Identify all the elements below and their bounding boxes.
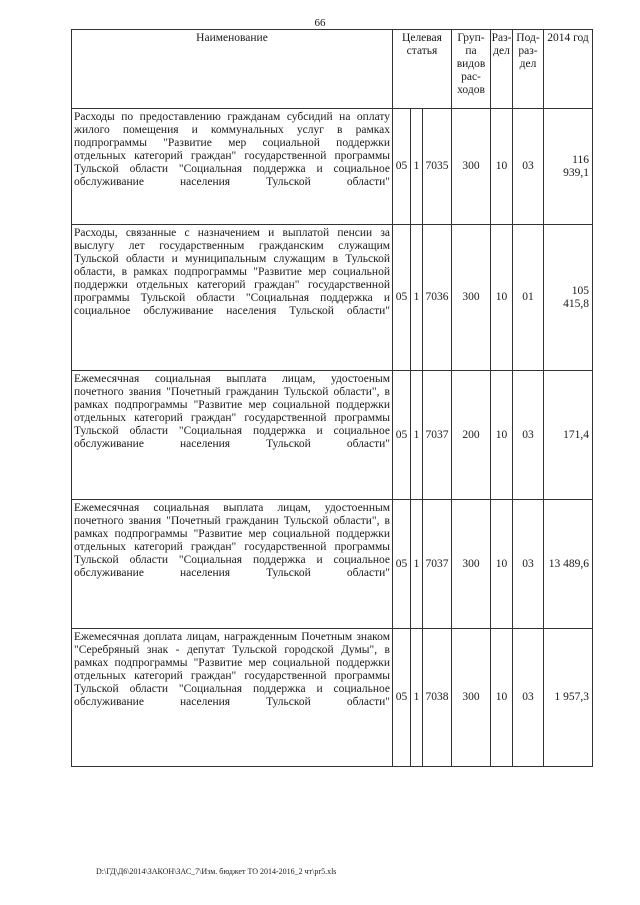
row-amount: 13 489,6	[544, 500, 593, 629]
header-row	[72, 30, 593, 109]
row-ts1: 05	[393, 109, 411, 225]
row-amount: 116 939,1	[544, 109, 593, 225]
row-subsection: 03	[513, 500, 544, 629]
header-section: Раз-дел	[491, 30, 513, 109]
row-ts3: 7035	[423, 109, 452, 225]
row-name: Расходы, связанные с назначением и выплатой пенсии за выслугу лет государственным гражданским служащим Тульской области и муниципальным служащим в Тульской области, в рамках подпрограммы "Развитие мер социальной поддержки отдельных категорий граждан" государственной программы Тульской области "Социальная поддержка и социальное обслуживание населения Тульской области"	[72, 225, 393, 371]
row-group: 300	[452, 109, 491, 225]
row-ts2: 1	[411, 109, 423, 225]
table-row	[72, 225, 593, 371]
row-ts1: 05	[393, 225, 411, 371]
row-section: 10	[491, 629, 513, 767]
row-amount: 1 957,3	[544, 629, 593, 767]
table-row	[72, 629, 593, 767]
row-ts2: 1	[411, 371, 423, 500]
page-number: 66	[314, 17, 326, 29]
table-row	[72, 500, 593, 629]
row-section: 10	[491, 225, 513, 371]
row-group: 200	[452, 371, 491, 500]
row-ts3: 7037	[423, 500, 452, 629]
row-ts2: 1	[411, 225, 423, 371]
row-subsection: 01	[513, 225, 544, 371]
row-amount: 105 415,8	[544, 225, 593, 371]
row-ts1: 05	[393, 371, 411, 500]
row-ts1: 05	[393, 629, 411, 767]
row-group: 300	[452, 629, 491, 767]
table-row	[72, 371, 593, 500]
table-row	[72, 109, 593, 225]
row-ts3: 7037	[423, 371, 452, 500]
header-subsection: Под-раз-дел	[513, 30, 544, 109]
row-name: Ежемесячная социальная выплата лицам, удостоеным почетного звания "Почетный гражданин Тульской области", в рамках подпрограммы "Развитие мер социальной поддержки отдельных категорий граждан" государственной программы Тульской области "Социальная поддержка и социальное обслуживание населения Тульской области"	[72, 371, 393, 500]
row-ts1: 05	[393, 500, 411, 629]
row-name: Расходы по предоставлению гражданам субсидий на оплату жилого помещения и коммунальных услуг в рамках подпрограммы "Развитие мер социальной поддержки отдельных категорий граждан" государственной программы Тульской области "Социальная поддержка и социальное обслуживание населения Тульской области"	[72, 109, 393, 225]
header-year: 2014 год	[544, 30, 593, 109]
row-group: 300	[452, 500, 491, 629]
row-subsection: 03	[513, 371, 544, 500]
budget-table	[71, 29, 593, 767]
row-section: 10	[491, 109, 513, 225]
row-group: 300	[452, 225, 491, 371]
header-expense-group: Груп-па видов рас-ходов	[452, 30, 491, 109]
row-section: 10	[491, 500, 513, 629]
row-subsection: 03	[513, 629, 544, 767]
row-name: Ежемесячная социальная выплата лицам, удостоенным почетного звания "Почетный гражданин Тульской области", в рамках подпрограммы "Развитие мер социальной поддержки отдельных категорий граждан" государственной программы Тульской области "Социальная поддержка и социальное обслуживание населения Тульской области"	[72, 500, 393, 629]
row-ts3: 7036	[423, 225, 452, 371]
row-section: 10	[491, 371, 513, 500]
header-name: Наименование	[72, 30, 393, 109]
row-amount: 171,4	[544, 371, 593, 500]
row-subsection: 03	[513, 109, 544, 225]
row-ts3: 7038	[423, 629, 452, 767]
row-ts2: 1	[411, 500, 423, 629]
header-target-article: Целевая статья	[393, 30, 452, 109]
row-ts2: 1	[411, 629, 423, 767]
footer-file-path: D:\ГД\Д6\2014\ЗАКОН\ЗАС_7\Изм. бюджет ТО 2014-2016_2 чт\pr5.xls	[96, 867, 337, 876]
row-name: Ежемесячная доплата лицам, награжденным Почетным знаком "Серебряный знак - депутат Тульской городской Думы", в рамках подпрограммы "Развитие мер социальной поддержки отдельных категорий граждан" государственной программы Тульской области "Социальная поддержка и социальное обслуживание населения Тульской области"	[72, 629, 393, 767]
